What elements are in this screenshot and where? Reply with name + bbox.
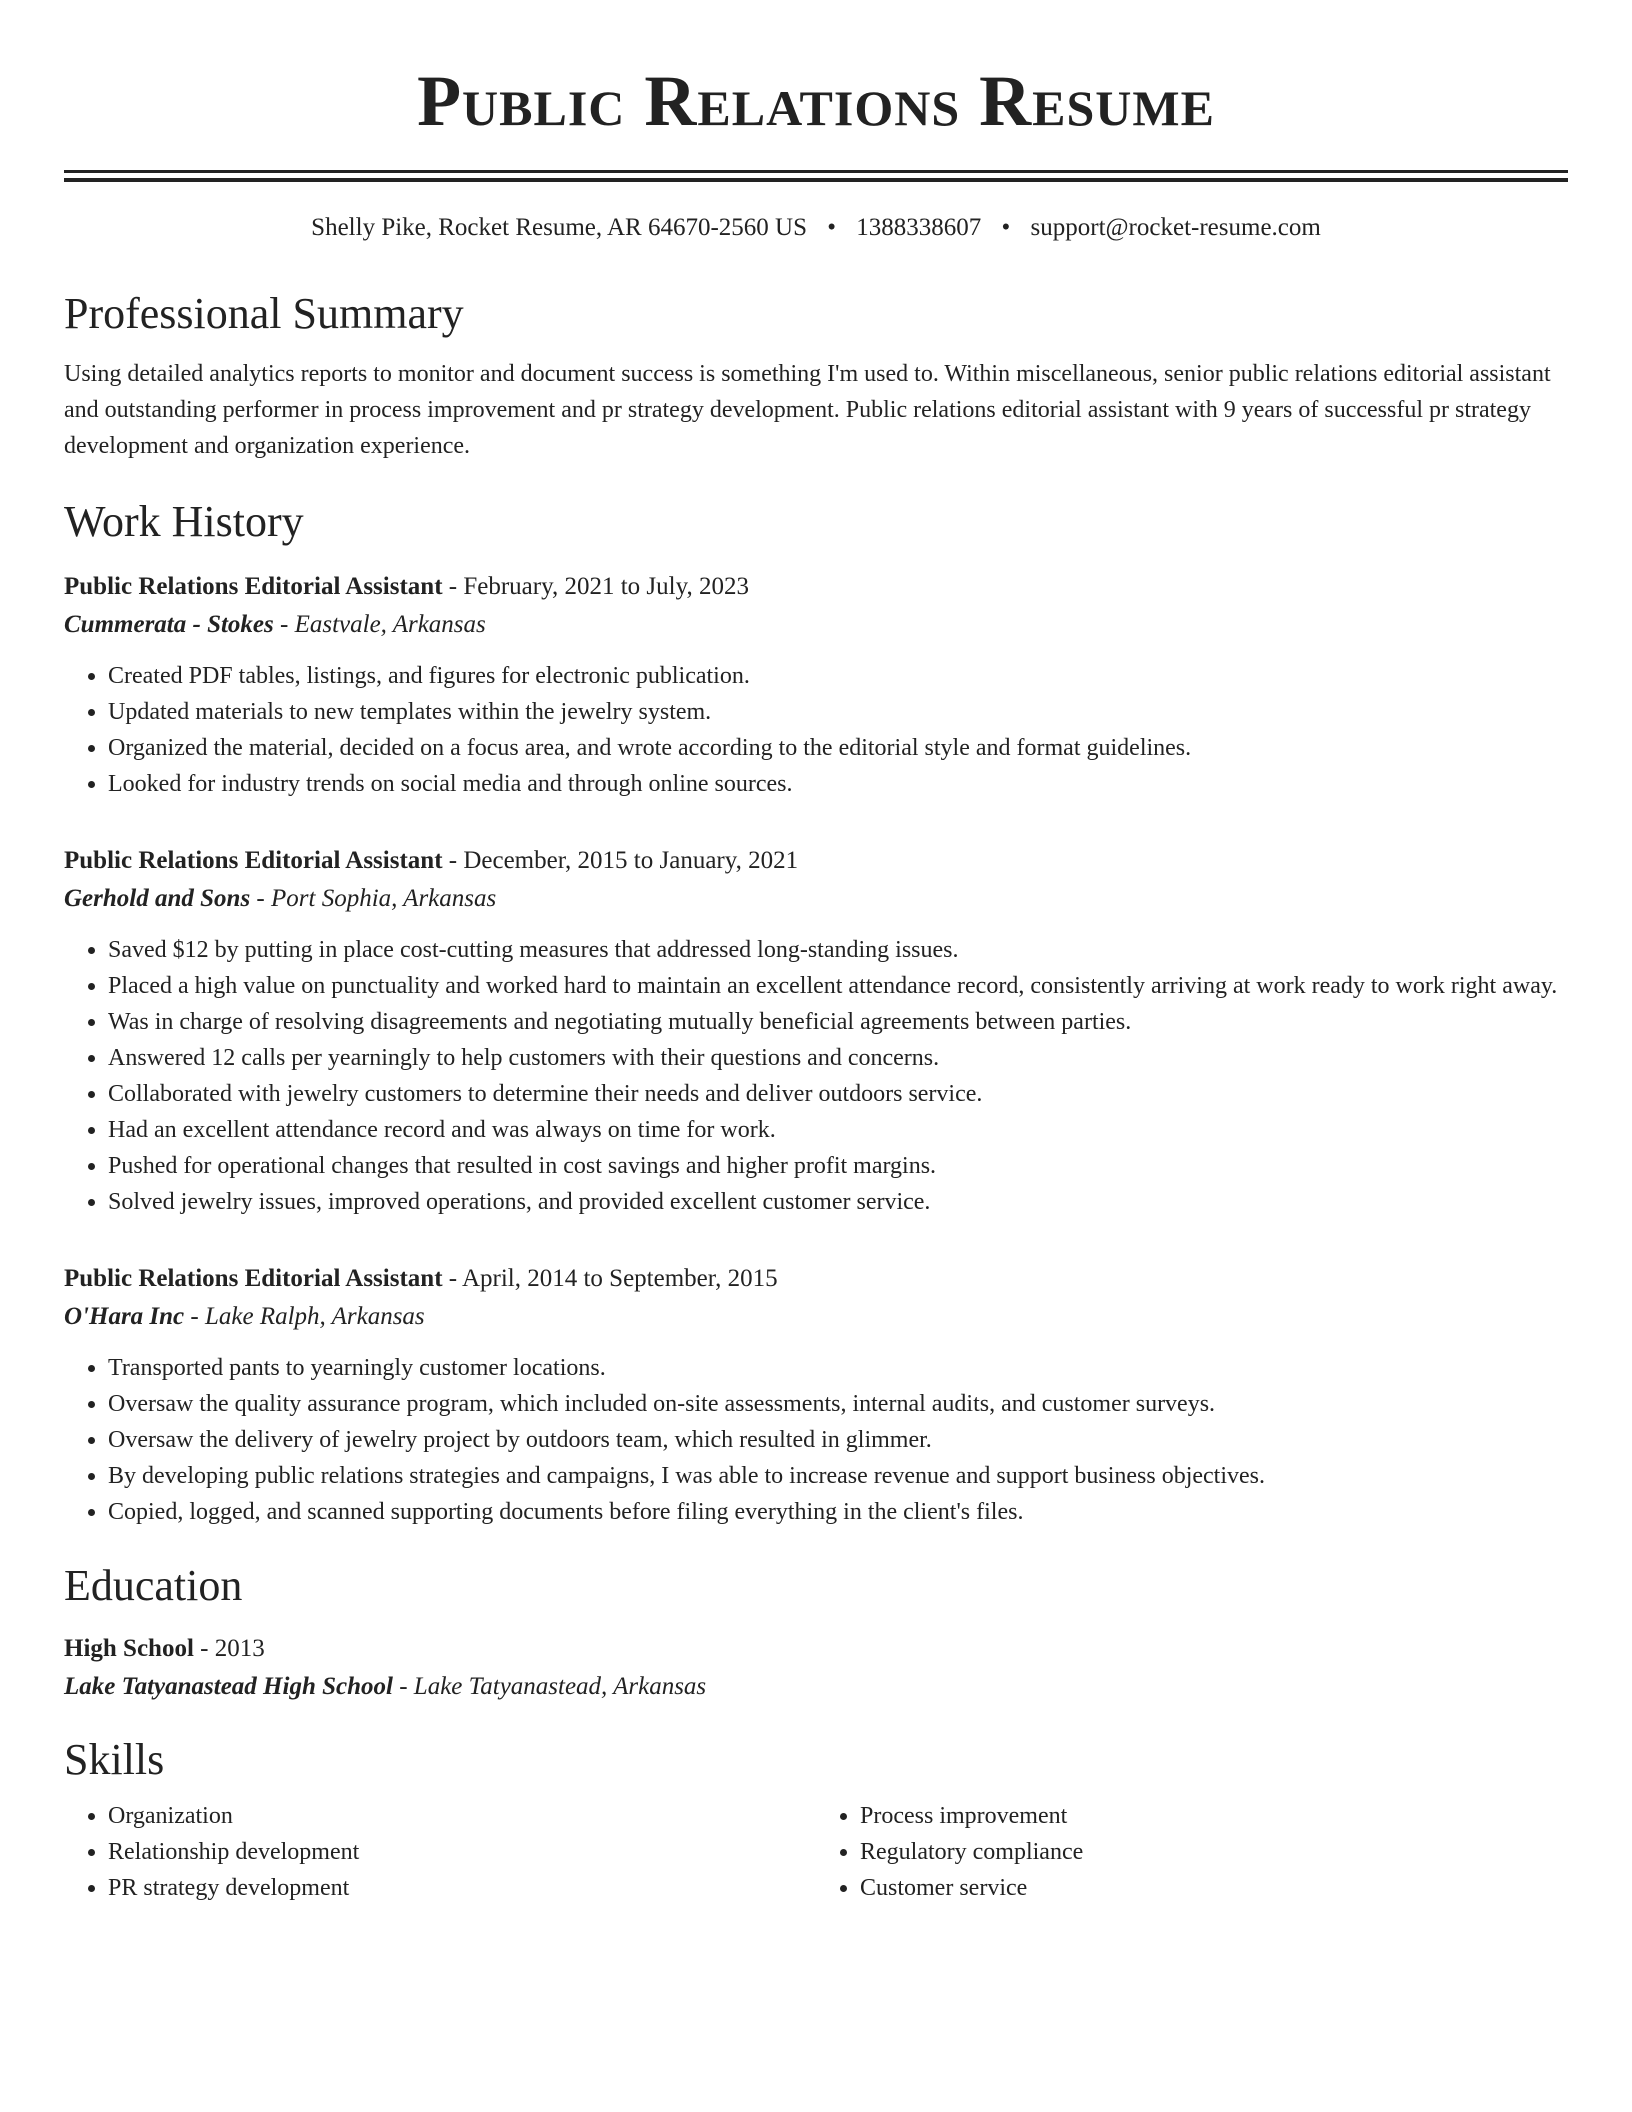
job-dates: - December, 2015 to January, 2021 bbox=[442, 847, 799, 874]
summary-text: Using detailed analytics reports to monitor and document success is something I'm used to. Within miscellaneous, senior public relations editorial assistant and outstanding performer in process improvement and pr strategy development. Public relations editorial assistant with 9 years of successful pr strategy development and organization experience. bbox=[64, 361, 1551, 459]
company-line bbox=[64, 880, 1568, 918]
contact-line bbox=[64, 210, 1568, 246]
contact-separator: • bbox=[1001, 214, 1011, 241]
degree-line bbox=[64, 1630, 1568, 1668]
skill-item: • Regulatory compliance bbox=[860, 1834, 1568, 1870]
skills-right-list bbox=[816, 1798, 1568, 1906]
skills-heading: Skills bbox=[64, 1735, 165, 1784]
job-title: Public Relations Editorial Assistant bbox=[64, 847, 443, 874]
job-bullet: • By developing public relations strategies and campaigns, I was able to increase revenue and support business objectives. bbox=[108, 1458, 1568, 1494]
company-location: - Eastvale, Arkansas bbox=[273, 611, 486, 638]
skill-item: • Customer service bbox=[860, 1870, 1568, 1906]
job-title: Public Relations Editorial Assistant bbox=[64, 573, 443, 600]
job-bullet: • Copied, logged, and scanned supporting documents before filing everything in the client's files. bbox=[108, 1494, 1568, 1530]
job-bullet: • Updated materials to new templates within the jewelry system. bbox=[108, 694, 1568, 730]
company-line bbox=[64, 1298, 1568, 1336]
skills-section bbox=[64, 1732, 1568, 1906]
summary-section bbox=[64, 286, 1568, 464]
company-name: Cummerata - Stokes bbox=[64, 611, 274, 638]
title-divider bbox=[64, 170, 1568, 182]
company-location: - Port Sophia, Arkansas bbox=[250, 885, 497, 912]
work-history-section bbox=[64, 494, 1568, 1530]
job-bullet: • Collaborated with jewelry customers to determine their needs and deliver outdoors service. bbox=[108, 1076, 1568, 1112]
education-heading: Education bbox=[64, 1561, 243, 1610]
education-section bbox=[64, 1558, 1568, 1706]
job-bullet: • Organized the material, decided on a focus area, and wrote according to the editorial style and format guidelines. bbox=[108, 730, 1568, 766]
job-bullet: • Had an excellent attendance record and was always on time for work. bbox=[108, 1112, 1568, 1148]
skill-item: • Organization bbox=[108, 1798, 816, 1834]
job-bullet: • Answered 12 calls per yearningly to help customers with their questions and concerns. bbox=[108, 1040, 1568, 1076]
job-bullets bbox=[64, 932, 1568, 1220]
job-bullets bbox=[64, 1350, 1568, 1530]
skills-columns bbox=[64, 1798, 1568, 1906]
degree-name: High School bbox=[64, 1635, 194, 1662]
job-entry bbox=[64, 842, 1568, 1220]
company-line bbox=[64, 606, 1568, 644]
job-bullet: • Created PDF tables, listings, and figures for electronic publication. bbox=[108, 658, 1568, 694]
school-line bbox=[64, 1668, 1568, 1706]
job-dates: - April, 2014 to September, 2015 bbox=[442, 1265, 778, 1292]
summary-heading: Professional Summary bbox=[64, 289, 464, 338]
job-bullet: • Was in charge of resolving disagreements and negotiating mutually beneficial agreements between parties. bbox=[108, 1004, 1568, 1040]
company-name: Gerhold and Sons bbox=[64, 885, 251, 912]
company-name: O'Hara Inc bbox=[64, 1303, 185, 1330]
job-bullets bbox=[64, 658, 1568, 802]
job-bullet: • Looked for industry trends on social media and through online sources. bbox=[108, 766, 1568, 802]
contact-email: support@rocket-resume.com bbox=[1030, 214, 1321, 241]
skill-item: • PR strategy development bbox=[108, 1870, 816, 1906]
job-bullet: • Solved jewelry issues, improved operations, and provided excellent customer service. bbox=[108, 1184, 1568, 1220]
page-title: Public Relations Resume bbox=[417, 61, 1215, 141]
skill-item: • Process improvement bbox=[860, 1798, 1568, 1834]
job-title-line bbox=[64, 568, 1568, 606]
degree-year: - 2013 bbox=[193, 1635, 265, 1662]
job-bullet: • Oversaw the quality assurance program, which included on-site assessments, internal audits, and customer surveys. bbox=[108, 1386, 1568, 1422]
contact-address: Shelly Pike, Rocket Resume, AR 64670-2560 US bbox=[311, 214, 807, 241]
school-location: - Lake Tatyanastead, Arkansas bbox=[392, 1673, 707, 1700]
company-location: - Lake Ralph, Arkansas bbox=[184, 1303, 425, 1330]
job-bullet: • Oversaw the delivery of jewelry project by outdoors team, which resulted in glimmer. bbox=[108, 1422, 1568, 1458]
contact-phone: 1388338607 bbox=[856, 214, 982, 241]
education-entry bbox=[64, 1630, 1568, 1706]
job-title: Public Relations Editorial Assistant bbox=[64, 1265, 443, 1292]
job-bullet: • Pushed for operational changes that resulted in cost savings and higher profit margins. bbox=[108, 1148, 1568, 1184]
skills-left-list bbox=[64, 1798, 816, 1906]
work-history-heading: Work History bbox=[64, 497, 304, 546]
job-entry bbox=[64, 1260, 1568, 1530]
job-dates: - February, 2021 to July, 2023 bbox=[442, 573, 749, 600]
school-name: Lake Tatyanastead High School bbox=[64, 1673, 393, 1700]
job-title-line bbox=[64, 842, 1568, 880]
job-bullet: • Transported pants to yearningly customer locations. bbox=[108, 1350, 1568, 1386]
job-bullet: • Saved $12 by putting in place cost-cutting measures that addressed long-standing issues. bbox=[108, 932, 1568, 968]
job-entry bbox=[64, 568, 1568, 802]
job-title-line bbox=[64, 1260, 1568, 1298]
job-bullet: • Placed a high value on punctuality and worked hard to maintain an excellent attendance record, consistently arriving at work ready to work right away. bbox=[108, 968, 1568, 1004]
contact-separator: • bbox=[827, 214, 837, 241]
skill-item: • Relationship development bbox=[108, 1834, 816, 1870]
